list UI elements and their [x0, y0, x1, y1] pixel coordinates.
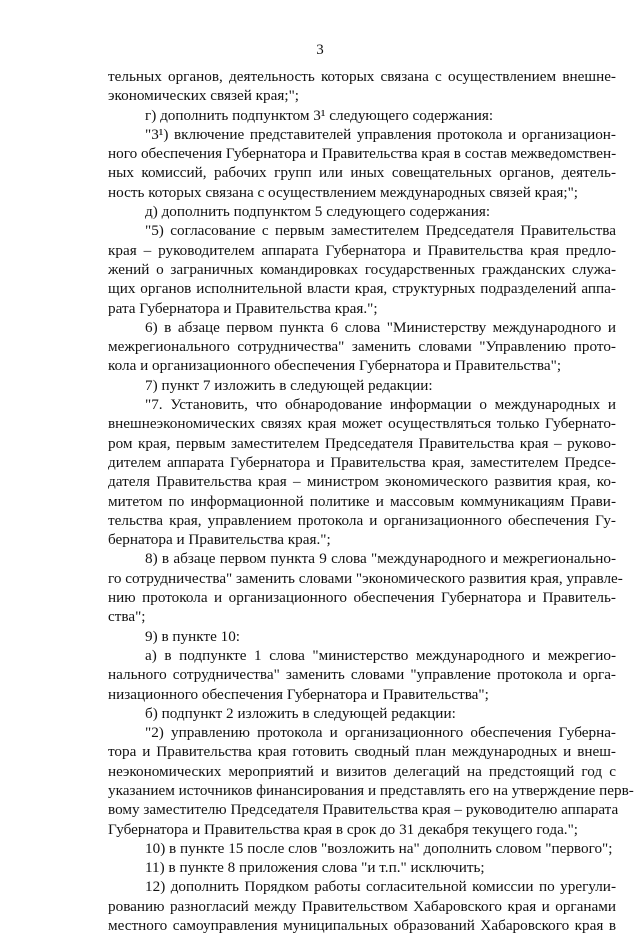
text-line: д) дополнить подпунктом 5 следующего содержания: [145, 203, 491, 221]
text-line: тора и Правительства края готовить сводный план международных и внеш- [108, 743, 616, 761]
text-line: рованию разногласий между Правительством Хабаровского края и органами [108, 897, 616, 915]
text-line: тельства края, управлением протокола и организационного обеспечения Гу- [108, 511, 616, 529]
text-line: "5) согласование с первым заместителем Председателя Правительства [145, 222, 616, 240]
text-line: местного самоуправления муниципальных образований Хабаровского края в [108, 917, 616, 935]
text-line: 9) в пункте 10: [145, 627, 241, 645]
text-line: 6) в абзаце первом пункта 6 слова "Министерству международного и [145, 318, 616, 336]
text-line: ность которых связана с осуществлением международных связей края;"; [108, 183, 578, 201]
text-line: ства"; [108, 608, 146, 626]
text-line: "7. Установить, что обнародование информации о международных и [145, 396, 616, 414]
text-line: дателя Правительства края – министром экономического развития края, ко- [108, 473, 616, 491]
text-line: низационного обеспечения Губернатора и Правительства"; [108, 685, 489, 703]
text-line: указанием источников финансирования и представлять его на утверждение перв- [108, 781, 634, 799]
text-line: б) подпункт 2 изложить в следующей редакции: [145, 704, 456, 722]
text-line: кола и организационного обеспечения Губернатора и Правительства"; [108, 357, 562, 375]
text-line: ром края, первым заместителем Председателя Правительства края – руково- [108, 434, 616, 452]
text-line: 12) дополнить Порядком работы согласительной комиссии по урегули- [145, 878, 616, 896]
text-line: ных комиссий, рабочих групп или иных совещательных органов, деятель- [108, 164, 616, 182]
text-line: края – руководителем аппарата Губернатора и Правительства края предло- [108, 241, 616, 259]
text-line: нального сотрудничества" заменить словами "управление протокола и орга- [108, 666, 616, 684]
text-line: неэкономических мероприятий и визитов делегаций на предстоящий год с [108, 762, 616, 780]
text-line: бернатора и Правительства края."; [108, 531, 331, 549]
text-line: г) дополнить подпунктом 3¹ следующего содержания: [145, 106, 494, 124]
page-number: 3 [316, 42, 324, 58]
text-line: 7) пункт 7 изложить в следующей редакции: [145, 376, 433, 394]
text-line: 8) в абзаце первом пункта 9 слова "международного и межрегионально- [145, 550, 616, 568]
text-line: экономических связей края;"; [108, 87, 299, 105]
text-line: "2) управлению протокола и организационного обеспечения Губерна- [145, 724, 616, 742]
text-line: а) в подпункте 1 слова "министерство международного и межрегио- [145, 646, 616, 664]
text-line: митетом по информационной политике и массовым коммуникациям Прави- [108, 492, 616, 510]
text-line: жений о заграничных командировках государственных гражданских служа- [108, 260, 616, 278]
text-line: "3¹) включение представителей управления протокола и организацион- [145, 125, 616, 143]
text-line: нию протокола и организационного обеспечения Губернатора и Правитель- [108, 589, 616, 607]
document-body [108, 67, 634, 935]
text-line: 11) в пункте 8 приложения слова "и т.п." исключить; [145, 859, 485, 877]
text-line: го сотрудничества" заменить словами "экономического развития края, управле- [108, 569, 623, 587]
text-line: внешнеэкономических связях края может осуществляться только Губернато- [108, 415, 616, 433]
text-line: щих органов исполнительной власти края, структурных подразделений аппа- [108, 280, 616, 298]
text-line: Губернатора и Правительства края в срок до 31 декабря текущего года."; [108, 820, 579, 838]
text-line: межрегионального сотрудничества" заменить словами "Управлению прото- [108, 338, 616, 356]
text-line: 10) в пункте 15 после слов "возложить на" дополнить словом "первого"; [145, 839, 613, 857]
text-line: рата Губернатора и Правительства края."; [108, 299, 378, 317]
text-line: дителем аппарата Губернатора и Правительства края, заместителем Предсе- [108, 453, 616, 471]
text-line: ного обеспечения Губернатора и Правительства края в состав межведомствен- [108, 145, 617, 163]
text-line: вому заместителю Председателя Правительства края – руководителю аппарата [108, 801, 619, 819]
text-line: тельных органов, деятельность которых связана с осуществлением внешне- [108, 68, 616, 85]
